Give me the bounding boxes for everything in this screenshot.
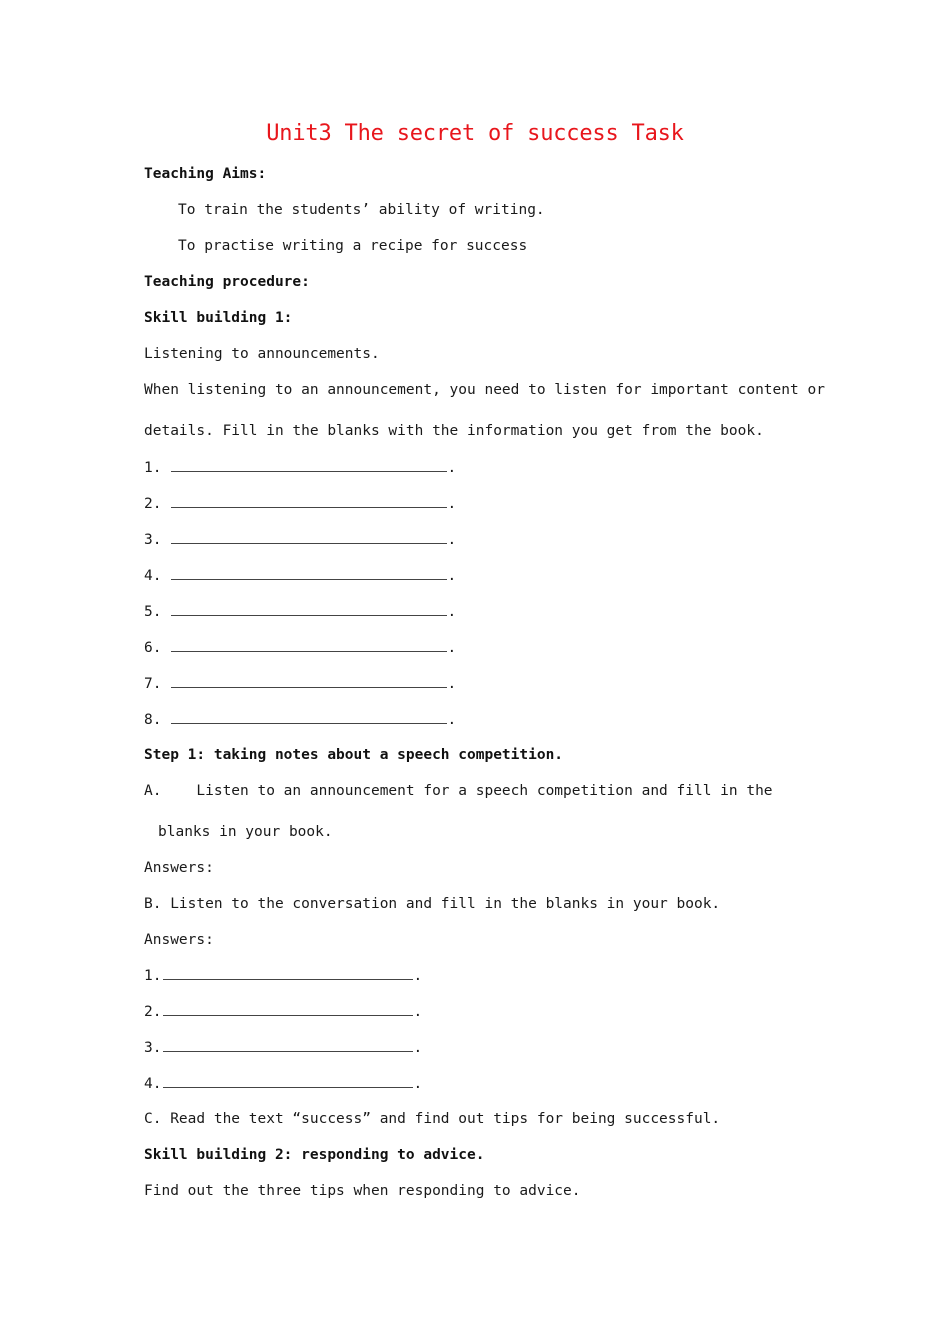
fill-in-blank[interactable] [171,565,447,580]
item-number: 5. [144,604,162,620]
step1-blank-item: 2. . [144,1001,422,1022]
teaching-aims-heading: Teaching Aims: [144,166,267,182]
step1-a-line2: blanks in your book. [158,824,333,840]
skill1-paragraph-line1: When listening to an announcement, you need to listen for important content or [144,382,825,398]
step1-blank-item: 1. . [144,965,422,986]
skill1-blank-item: 3. . [144,529,456,550]
answers-a-label: Answers: [144,860,214,876]
item-number: 2. [144,1004,162,1020]
skill1-intro: Listening to announcements. [144,346,380,362]
skill1-paragraph-line2: details. Fill in the blanks with the information you get from the book. [144,423,764,439]
skill2-heading: Skill building 2: responding to advice. [144,1147,485,1163]
item-number: 6. [144,640,162,656]
skill1-blank-item: 5. . [144,601,456,622]
step1-b: B. Listen to the conversation and fill in the blanks in your book. [144,896,721,912]
skill1-blank-item: 1. . [144,457,456,478]
page-title: Unit3 The secret of success Task [266,121,684,146]
step1-blank-item: 3. . [144,1037,422,1058]
item-number: 1. [144,460,162,476]
fill-in-blank[interactable] [163,1001,413,1016]
skill1-blank-item: 7. . [144,673,456,694]
skill1-blank-item: 2. . [144,493,456,514]
fill-in-blank[interactable] [171,529,447,544]
fill-in-blank[interactable] [171,637,447,652]
item-number: 2. [144,496,162,512]
skill1-blank-item: 8. . [144,709,456,730]
procedure-heading: Teaching procedure: [144,274,310,290]
item-number: 4. [144,1076,162,1092]
skill2-text: Find out the three tips when responding to advice. [144,1183,581,1199]
fill-in-blank[interactable] [171,457,447,472]
item-number: 3. [144,532,162,548]
fill-in-blank[interactable] [171,493,447,508]
fill-in-blank[interactable] [163,1037,413,1052]
item-number: 4. [144,568,162,584]
fill-in-blank[interactable] [163,965,413,980]
answers-b-label: Answers: [144,932,214,948]
fill-in-blank[interactable] [171,673,447,688]
step1-c: C. Read the text “success” and find out tips for being successful. [144,1111,721,1127]
fill-in-blank[interactable] [171,709,447,724]
item-number: 8. [144,712,162,728]
teaching-aim-2: To practise writing a recipe for success [178,238,528,254]
step1-heading: Step 1: taking notes about a speech competition. [144,747,564,763]
item-number: 7. [144,676,162,692]
teaching-aim-1: To train the students’ ability of writing. [178,202,545,218]
fill-in-blank[interactable] [171,601,447,616]
item-number: 1. [144,968,162,984]
item-number: 3. [144,1040,162,1056]
step1-a-line1: A. Listen to an announcement for a speech competition and fill in the [144,783,773,799]
step1-blank-item: 4. . [144,1073,422,1094]
skill1-heading: Skill building 1: [144,310,293,326]
skill1-blank-item: 4. . [144,565,456,586]
fill-in-blank[interactable] [163,1073,413,1088]
skill1-blank-item: 6. . [144,637,456,658]
